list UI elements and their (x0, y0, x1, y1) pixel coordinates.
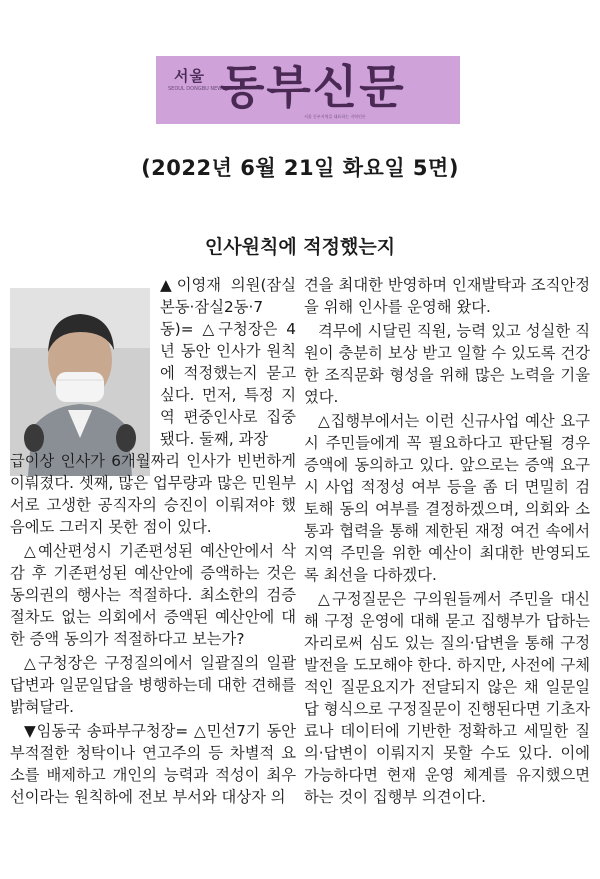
right-column (304, 274, 590, 808)
paragraph: ▼임동국 송파부구청장= △민선7기 동안 부적절한 청탁이나 연고주의 등 차별적 요소를 배제하고 개인의 능력과 적성이 최우선이라는 원칙하에 전보 부서와 대상자 의 (10, 722, 296, 806)
paragraph: △구정질문은 구의원들께서 주민을 대신해 구정 운영에 대해 묻고 집행부가 답하는 자리로써 심도 있는 질의·답변을 통해 구정 발전을 도모해야 한다. 하지만, 사전에 구체적인 질문요지가 전달되지 않은 채 일문일답 형식으로 구정질문이 진행된다면 기초자료나 데이터에 기반한 정확하고 세밀한 질의·답변이 이뤄지지 못할 수도 있다. 이에 가능하다면 현재 운영 체계를 유지했으면 하는 것이 집행부 의견이다. (304, 590, 590, 806)
paragraph: △집행부에서는 이런 신규사업 예산 요구 시 주민들에게 꼭 필요하다고 판단될 경우 증액에 동의하고 있다. 앞으로는 증액 요구 시 사업 적정성 여부 등을 좀 더 면밀히 검토해 동의 여부를 결정하겠으며, 의회와 소통과 협력을 통해 제한된 재정 여건 속에서 지역 주민을 위한 예산이 최대한 반영되도록 최선을 다하겠다. (304, 412, 590, 584)
masthead-title: 동부신문 (220, 60, 406, 114)
article-headline: 인사원칙에 적정했는지 (204, 236, 396, 258)
paragraph: △구청장은 구정질의에서 일괄질의 일괄답변과 일문일답을 병행하는데 대한 견해를 밝혀달라. (10, 654, 296, 716)
dateline: (2022년 6월 21일 화요일 5면) (141, 156, 459, 180)
paragraph: 급이상 인사가 6개월짜리 인사가 빈번하게 이뤄졌다. 셋째, 많은 업무량과 많은 민원부서로 고생한 공직자의 승진이 이뤄져야 했음에도 그러지 못한 점이 있다. (10, 452, 296, 536)
masthead-seoul-sub: SEOUL DONGBU NEWSPAPER (168, 86, 242, 92)
masthead (156, 56, 460, 124)
masthead-subtitle: 서울 동부지역을 대표하는 지역언론 (304, 114, 366, 119)
paragraph: △예산편성시 기존편성된 예산안에서 삭감 후 기존편성된 예산안에 증액하는 것은 동의권의 행사는 적절하다. 최소한의 검증절차도 없는 의회에서 증액된 예산안에 대한 증액 동의가 적절하다고 보는가? (10, 542, 296, 648)
paragraph: 격무에 시달린 직원, 능력 있고 성실한 직원이 충분히 보상 받고 일할 수 있도록 건강한 조직문화 형성을 위해 많은 노력을 기울였다. (304, 322, 590, 406)
masthead-seoul: 서울 (174, 67, 205, 85)
paragraph: ▲이영재 의원(잠실본동·잠실2동·7동)= △구청장은 4년 동안 인사가 원칙에 적정했는지 묻고 싶다. 먼저, 특정 지역 편중인사로 집중됐다. 둘째, 과장 (160, 276, 296, 448)
paragraph: 견을 최대한 반영하며 인재발탁과 조직안정을 위해 인사를 운영해 왔다. (304, 276, 590, 316)
left-column (10, 274, 296, 808)
